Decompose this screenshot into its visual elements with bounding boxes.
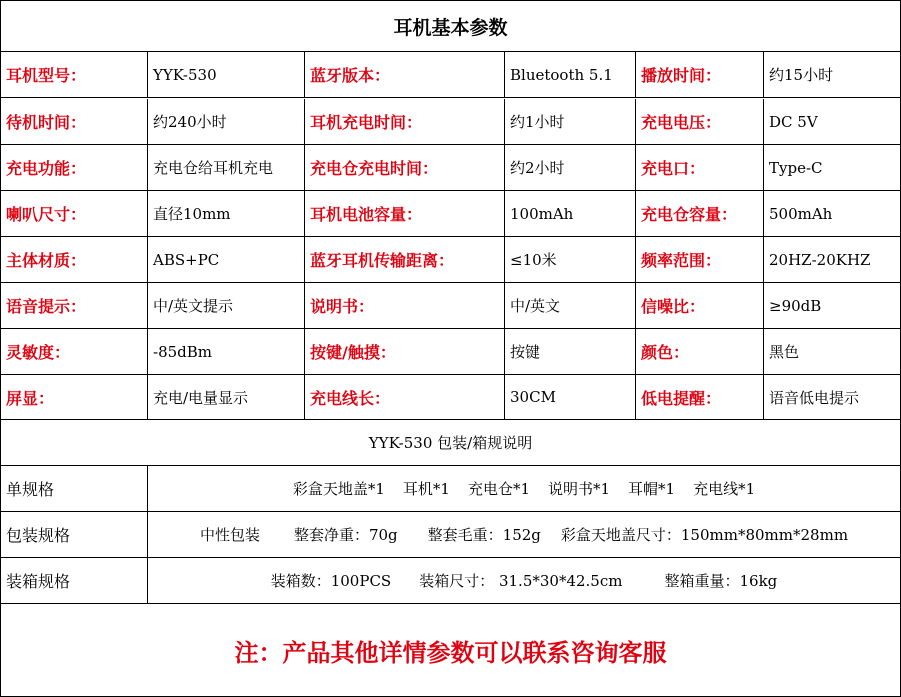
packaging-item: 说明书*1 (548, 480, 611, 498)
packaging-row (1, 512, 900, 558)
spec-label: 充电仓充电时间： (305, 145, 505, 190)
spec-label: 按键/触摸： (305, 329, 505, 374)
packaging-item: 整套毛重：152g (427, 526, 541, 544)
spec-label: 耳机电池容量： (305, 191, 505, 236)
packaging-details (148, 512, 900, 557)
spec-value: 语音低电提示 (769, 388, 860, 407)
spec-value: 中/英文 (505, 283, 636, 328)
packaging-label: 装箱规格 (1, 558, 148, 603)
spec-label: 充电仓容量： (636, 191, 764, 236)
packaging-item: 彩盒天地盖*1 (292, 480, 385, 498)
spec-value: ≤10米 (505, 237, 636, 282)
spec-value: -85dBm (148, 329, 305, 374)
packaging-item: 整套净重：70g (293, 526, 398, 544)
spec-value: 约2小时 (505, 145, 636, 190)
spec-label: 充电口： (636, 145, 764, 190)
spec-value: 按键 (505, 329, 636, 374)
spec-row (1, 52, 900, 98)
spec-label: 耳机充电时间： (305, 99, 505, 144)
spec-row (1, 329, 900, 375)
spec-value: 充电/电量显示 (148, 375, 305, 419)
packaging-item: 中性包装 (199, 526, 260, 544)
packaging-row (1, 558, 900, 604)
spec-row (1, 375, 900, 420)
spec-value: ≥90dB (769, 296, 822, 315)
spec-value: 约15小时 (769, 66, 834, 84)
spec-value: ABS+PC (148, 237, 305, 282)
packaging-item: 充电仓*1 (467, 480, 530, 498)
packaging-item: 装箱数：100PCS (270, 572, 392, 590)
spec-value: Bluetooth 5.1 (505, 52, 636, 97)
spec-value: 约1小时 (505, 99, 636, 144)
spec-value: 100mAh (505, 191, 636, 236)
spec-label: 充电电压： (636, 99, 764, 144)
packaging-details (148, 466, 900, 511)
packaging-label: 包装规格 (1, 512, 148, 557)
spec-value: 充电仓给耳机充电 (148, 145, 305, 190)
spec-value: 中/英文提示 (148, 283, 305, 328)
spec-row (1, 145, 900, 191)
packaging-item: 整箱重量：16kg (664, 572, 778, 590)
spec-value: 20HZ-20KHZ (769, 250, 871, 269)
packaging-row (1, 466, 900, 512)
title-row (1, 1, 900, 52)
packaging-item: 耳帽*1 (628, 480, 676, 498)
packaging-title-row (1, 420, 900, 466)
packaging-item: 彩盒天地盖尺寸：150mm*80mm*28mm (560, 526, 849, 544)
spec-row (1, 99, 900, 145)
spec-value: 500mAh (769, 204, 833, 223)
spec-value: Type-C (769, 158, 823, 177)
spec-label: 待机时间： (1, 99, 148, 144)
spec-label: 蓝牙版本： (305, 52, 505, 97)
spec-label: 屏显： (1, 375, 148, 419)
packaging-item: 装箱尺寸： 31.5*30*42.5cm (419, 572, 623, 590)
spec-label: 播放时间： (636, 52, 764, 97)
spec-row (1, 191, 900, 237)
spec-row (1, 237, 900, 283)
spec-value: 30CM (505, 375, 636, 419)
spec-label: 低电提醒： (636, 375, 764, 419)
spec-value: 黑色 (769, 343, 800, 361)
spec-label: 充电线长： (305, 375, 505, 419)
note-row (1, 604, 900, 696)
spec-label: 语音提示： (1, 283, 148, 328)
spec-label: 频率范围： (636, 237, 764, 282)
spec-label: 喇叭尺寸： (1, 191, 148, 236)
packaging-title: YYK-530 包装/箱规说明 (368, 434, 533, 452)
spec-label: 充电功能： (1, 145, 148, 190)
spec-label: 蓝牙耳机传输距离： (305, 237, 505, 282)
spec-row (1, 283, 900, 329)
packaging-label: 单规格 (1, 466, 148, 511)
spec-label: 信噪比： (636, 283, 764, 328)
contact-note: 注：产品其他详情参数可以联系咨询客服 (234, 637, 667, 667)
packaging-item: 耳机*1 (402, 480, 450, 498)
sheet-title: 耳机基本参数 (393, 16, 508, 39)
spec-label: 灵敏度： (1, 329, 148, 374)
spec-value: 直径10mm (148, 191, 305, 236)
spec-value: 约240小时 (148, 99, 305, 144)
packaging-item: 充电线*1 (693, 480, 756, 498)
spec-label: 主体材质： (1, 237, 148, 282)
packaging-details (148, 558, 900, 603)
spec-value: YYK-530 (148, 52, 305, 97)
spec-value: DC 5V (769, 112, 818, 131)
spec-label: 颜色： (636, 329, 764, 374)
spec-label: 说明书： (305, 283, 505, 328)
spec-label: 耳机型号： (1, 52, 148, 97)
